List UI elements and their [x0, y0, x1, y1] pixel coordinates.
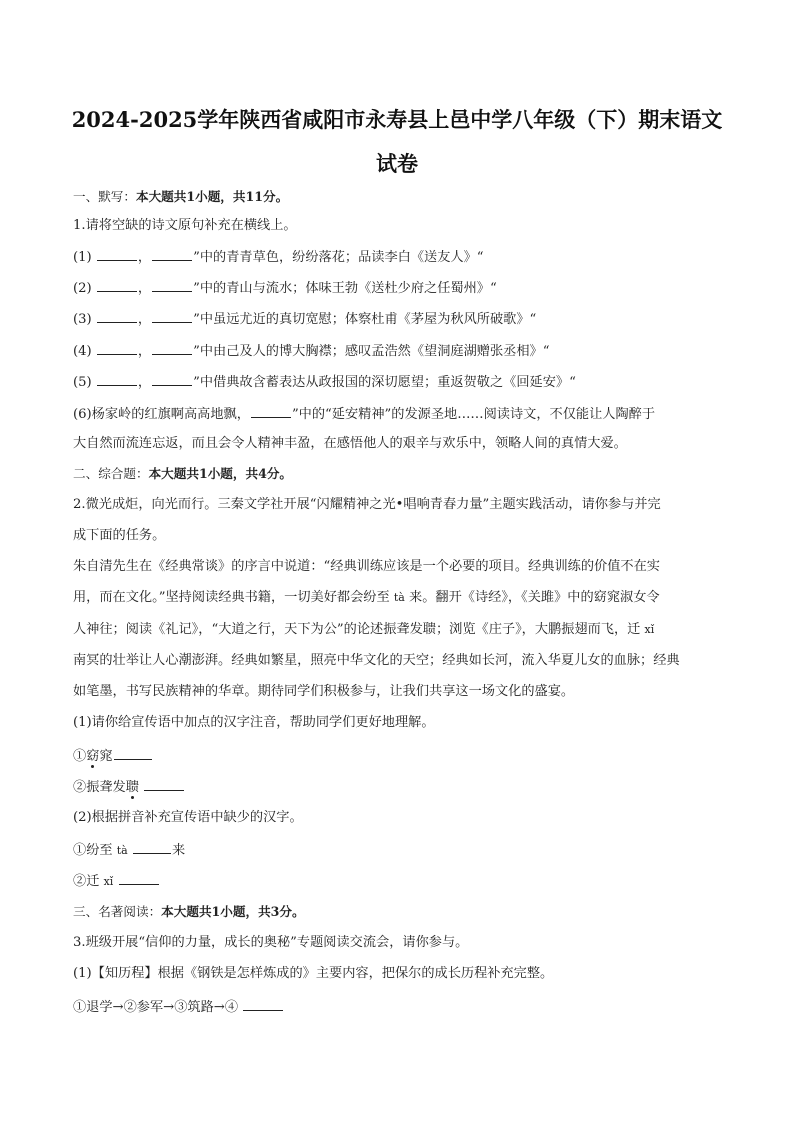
answer-blank[interactable] — [152, 246, 192, 261]
q1-item-3: (3) ， ”中虽远尤近的真切宽慰；体察杜甫《茅屋为秋风所破歌》“ — [73, 308, 733, 330]
section-3-desc: 本大题共1小题，共3分。 — [161, 904, 305, 919]
section-1-desc: 本大题共1小题，共11分。 — [135, 189, 289, 204]
answer-blank[interactable] — [144, 776, 184, 791]
q2-passage-line4: 南冥的壮举让人心潮澎湃。经典如繁星，照亮中华文化的天空；经典如长河，流入华夏儿女的血脉；经典 — [73, 653, 680, 668]
q1-item-4: (4) ， ”中由己及人的博大胸襟；感叹孟浩然《望洞庭湖赠张丞相》“ — [73, 340, 733, 362]
answer-blank[interactable] — [152, 340, 192, 355]
q2-sub1: (1)请你给宣传语中加点的汉字注音，帮助同学们更好地理解。 — [73, 715, 435, 730]
q2-intro-line1: 2.微光成炬，向光而行。三秦文学社开展“闪耀精神之光•唱响青春力量”主题实践活动，请你参与并完 — [73, 497, 661, 512]
answer-blank[interactable] — [97, 371, 137, 386]
answer-blank[interactable] — [152, 277, 192, 292]
q2-sub2-item-b: ②迁 xǐ — [73, 870, 733, 892]
q2-sub1-item-a: ①窈窕 — [73, 745, 733, 767]
answer-blank[interactable] — [97, 246, 137, 261]
q2-passage-line3: 人神往；阅读《礼记》，“大道之行，天下为公”的论述振聋发聩；浏览《庄子》，大鹏振翅而飞，迁 xǐ — [73, 622, 655, 637]
answer-blank[interactable] — [251, 403, 291, 418]
q2-sub1-item-b: ②振聋发聩 — [73, 776, 733, 798]
q2-passage-line5: 如笔墨，书写民族精神的华章。期待同学们积极参与，让我们共享这一场文化的盛宴。 — [73, 684, 575, 699]
q2-passage-line2: 用，而在文化。”坚持阅读经典书籍，一切美好都会纷至 tà 来。翻开《诗经》，《关雎》中的窈窕淑女令 — [73, 590, 660, 605]
pinyin-ta: tà — [393, 591, 405, 604]
answer-blank[interactable] — [97, 308, 137, 323]
section-1-heading — [73, 187, 733, 207]
dotted-char: 窈 — [86, 749, 100, 764]
dotted-char: 聩 — [125, 780, 139, 795]
q2-intro-line2: 成下面的任务。 — [73, 528, 166, 543]
answer-blank[interactable] — [97, 277, 137, 292]
section-1-label: 一、默写： — [73, 189, 136, 204]
q2-passage-line1: 朱自清先生在《经典常谈》的序言中说道：“经典训练应该是一个必要的项目。经典训练的价值不在实 — [73, 559, 660, 574]
answer-blank[interactable] — [119, 870, 159, 885]
section-2-label: 二、综合题： — [73, 466, 149, 481]
answer-blank[interactable] — [152, 371, 192, 386]
q1-item-1: (1) ， ”中的青青草色，纷纷落花；品读李白《送友人》“ — [73, 246, 733, 268]
section-3-heading — [73, 902, 733, 922]
q3-sub1: (1)【知历程】根据《钢铁是怎样炼成的》主要内容，把保尔的成长历程补充完整。 — [73, 966, 554, 981]
pinyin-xi: xǐ — [644, 623, 655, 636]
exam-title-line2: 试卷 — [376, 151, 418, 176]
answer-blank[interactable] — [243, 996, 283, 1011]
q1-item-2: (2) ， ”中的青山与流水；体味王勃《送杜少府之任蜀州》“ — [73, 277, 733, 299]
section-2-desc: 本大题共1小题，共4分。 — [148, 466, 293, 481]
section-2-heading — [73, 464, 733, 484]
q1-item-5: (5) ， ”中借典故含蓄表达从政报国的深切愿望；重返贺敬之《回延安》“ — [73, 371, 733, 393]
q1-item-6: (6)杨家岭的红旗啊高高地飘， ”中的“延安精神”的发源圣地……阅读诗文，不仅能让人陶醉于 — [73, 403, 733, 425]
q3-intro: 3.班级开展“信仰的力量，成长的奥秘”专题阅读交流会，请你参与。 — [73, 935, 469, 950]
q1-intro: 1.请将空缺的诗文原句补充在横线上。 — [73, 218, 297, 233]
q2-sub2-item-a: ①纷至 tà 来 — [73, 839, 733, 861]
answer-blank[interactable] — [114, 745, 152, 760]
q3-steps: ①退学→②参军→③筑路→④ — [73, 996, 733, 1018]
exam-title-line1: 2024-2025学年陕西省咸阳市永寿县上邑中学八年级（下）期末语文 — [71, 107, 723, 132]
section-3-label: 三、名著阅读： — [73, 904, 162, 919]
q1-item-6-line2: 大自然而流连忘返，而且会令人精神丰盈，在感悟他人的艰辛与欢乐中，领略人间的真情大爱。 — [73, 436, 627, 451]
answer-blank[interactable] — [152, 308, 192, 323]
answer-blank[interactable] — [133, 839, 171, 854]
q2-sub2: (2)根据拼音补充宣传语中缺少的汉字。 — [73, 810, 303, 825]
answer-blank[interactable] — [97, 340, 137, 355]
